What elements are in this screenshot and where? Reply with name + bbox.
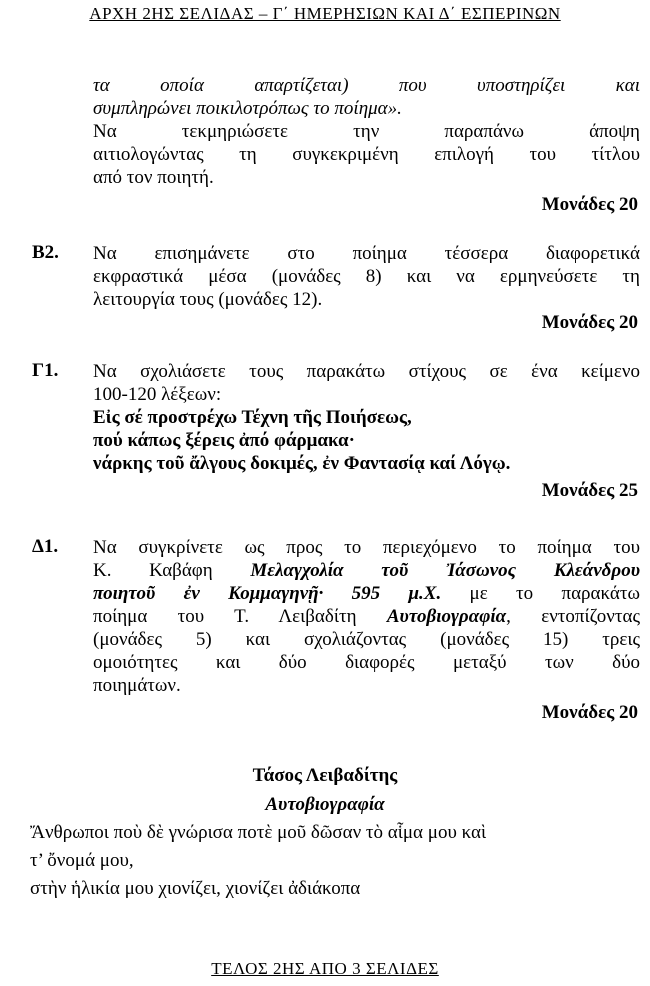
b2-text	[93, 242, 640, 311]
page-header: ΑΡΧΗ 2ΗΣ ΣΕΛΙΔΑΣ – Γ΄ ΗΜΕΡΗΣΙΩΝ ΚΑΙ Δ΄ ΕΣΠΕΡΙΝΩΝ	[89, 4, 561, 23]
g1-points: Μονάδες 25	[541, 480, 638, 501]
g1-line-2: 100-120 λέξεων:	[93, 384, 222, 405]
b2-points: Μονάδες 20	[541, 312, 638, 333]
g1-verse-1: Εἰς σέ προστρέχω Τέχνη τῆς Ποιήσεως,	[93, 407, 412, 428]
poem-line-2: τ’ ὄνομά μου,	[30, 850, 134, 871]
d1-line-3	[93, 582, 640, 605]
b2-line-3: λειτουργία τους (μονάδες 12).	[93, 289, 323, 310]
d1-line-5: (μονάδες 5) και σχολιάζοντας (μονάδες 15) τρεις	[93, 629, 640, 650]
b1-line-5: από τον ποιητή.	[93, 167, 214, 188]
d1-line-7: ποιημάτων.	[93, 675, 181, 696]
d1-poem-title-leivaditis: Αυτοβιογραφία	[386, 606, 507, 627]
d1-line-4-pre: ποίημα του Τ. Λειβαδίτη	[93, 606, 387, 627]
d1-label: Δ1.	[32, 536, 59, 557]
d1-poem-title-cavafy-cont: ποιητοῦ ἐν Κομμαγηνῇ· 595 μ.Χ.	[93, 583, 442, 604]
b1-line-1: τα οποία απαρτίζεται) που υποστηρίζει και	[93, 75, 640, 96]
b2-line-1: Να επισημάνετε στο ποίημα τέσσερα διαφορετικά	[93, 243, 640, 264]
g1-verse-3: νάρκης τοῦ ἄλγους δοκιμές, ἐν Φαντασίᾳ καί Λόγῳ.	[93, 453, 511, 474]
poem-author: Τάσος Λειβαδίτης	[252, 765, 398, 786]
d1-line-2	[93, 559, 640, 582]
b2-line-2: εκφραστικά μέσα (μονάδες 8) και να ερμηνεύσετε τη	[93, 266, 640, 287]
d1-line-3-post: με το παρακάτω	[441, 583, 640, 604]
poem-title: Αυτοβιογραφία	[265, 794, 385, 815]
page-footer: ΤΕΛΟΣ 2ΗΣ ΑΠΟ 3 ΣΕΛΙΔΕΣ	[211, 959, 439, 978]
poem-line-3: στὴν ἡλικία μου χιονίζει, χιονίζει ἀδιάκοπα	[30, 878, 361, 899]
g1-text	[93, 360, 640, 475]
poem-line-1: Ἄνθρωποι ποὺ δὲ γνώρισα ποτὲ μοῦ δῶσαν τὸ αἷμα μου καὶ	[30, 822, 487, 843]
b1-line-2: συμπληρώνει ποικιλοτρόπως το ποίημα».	[93, 98, 402, 119]
b2-label: Β2.	[32, 242, 59, 263]
b1-line-4: αιτιολογώντας τη συγκεκριμένη επιλογή του τίτλου	[93, 144, 640, 165]
d1-text	[93, 536, 640, 697]
b1-points: Μονάδες 20	[541, 194, 638, 215]
d1-line-4	[93, 605, 640, 628]
d1-poem-title-cavafy: Μελαγχολία τοῦ Ἰάσωνος Κλεάνδρου	[250, 560, 640, 581]
b1-line-3: Να τεκμηριώσετε την παραπάνω άποψη	[93, 121, 640, 142]
g1-verse-2: πού κάπως ξέρεις ἀπό φάρμακα·	[93, 430, 355, 451]
d1-points: Μονάδες 20	[541, 702, 638, 723]
d1-line-2-pre: Κ. Καβάφη	[93, 560, 251, 581]
d1-line-6: ομοιότητες και δύο διαφορές μεταξύ των δύο	[93, 652, 640, 673]
d1-line-1: Να συγκρίνετε ως προς το περιεχόμενο το ποίημα του	[93, 537, 640, 558]
g1-label: Γ1.	[32, 360, 59, 381]
d1-line-4-post: , εντοπίζοντας	[506, 606, 640, 627]
b1-continuation	[93, 74, 640, 189]
g1-line-1: Να σχολιάσετε τους παρακάτω στίχους σε ένα κείμενο	[93, 361, 640, 382]
